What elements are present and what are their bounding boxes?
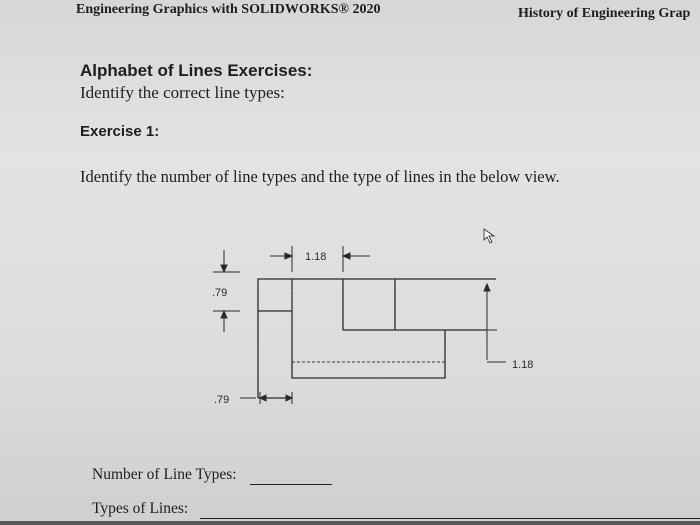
answer-blank-line-types[interactable]: [250, 484, 332, 485]
arrowhead: [221, 265, 227, 272]
header-chapter-title: History of Engineering Grap: [518, 6, 691, 21]
drawing-dimension-lines: [213, 246, 506, 404]
arrowhead: [260, 395, 266, 401]
dim-label-left-lower: .79: [214, 394, 230, 406]
question-line-types-label: Number of Line Types:: [92, 466, 237, 483]
page-bottom-edge: [0, 521, 700, 525]
dim-label-left-upper: .79: [212, 287, 228, 299]
arrowhead: [484, 284, 490, 291]
section-title: Alphabet of Lines Exercises:: [80, 61, 313, 80]
object-line-inner-u: [343, 279, 445, 330]
exercise-title: Exercise 1:: [80, 123, 160, 140]
question-types-of-lines-label: Types of Lines:: [92, 500, 189, 517]
object-line-main-body: [292, 311, 445, 378]
object-line-left-block: [258, 279, 292, 311]
drawing-hidden-lines: [292, 279, 445, 362]
dim-label-right: 1.18: [512, 359, 534, 371]
section-subtitle: Identify the correct line types:: [80, 83, 285, 102]
arrowhead: [221, 311, 227, 318]
mouse-cursor-icon: [484, 229, 494, 243]
exercise-description: Identify the number of line types and the type of lines in the below view.: [80, 167, 560, 186]
arrowhead: [286, 395, 292, 401]
dim-label-top: 1.18: [305, 251, 327, 263]
arrowhead: [285, 253, 292, 259]
arrowhead: [343, 253, 350, 259]
answer-blank-types-of-lines[interactable]: [200, 518, 700, 519]
header-book-title: Engineering Graphics with SOLIDWORKS® 2020: [76, 2, 381, 17]
drawing-visible-lines: [258, 279, 496, 398]
